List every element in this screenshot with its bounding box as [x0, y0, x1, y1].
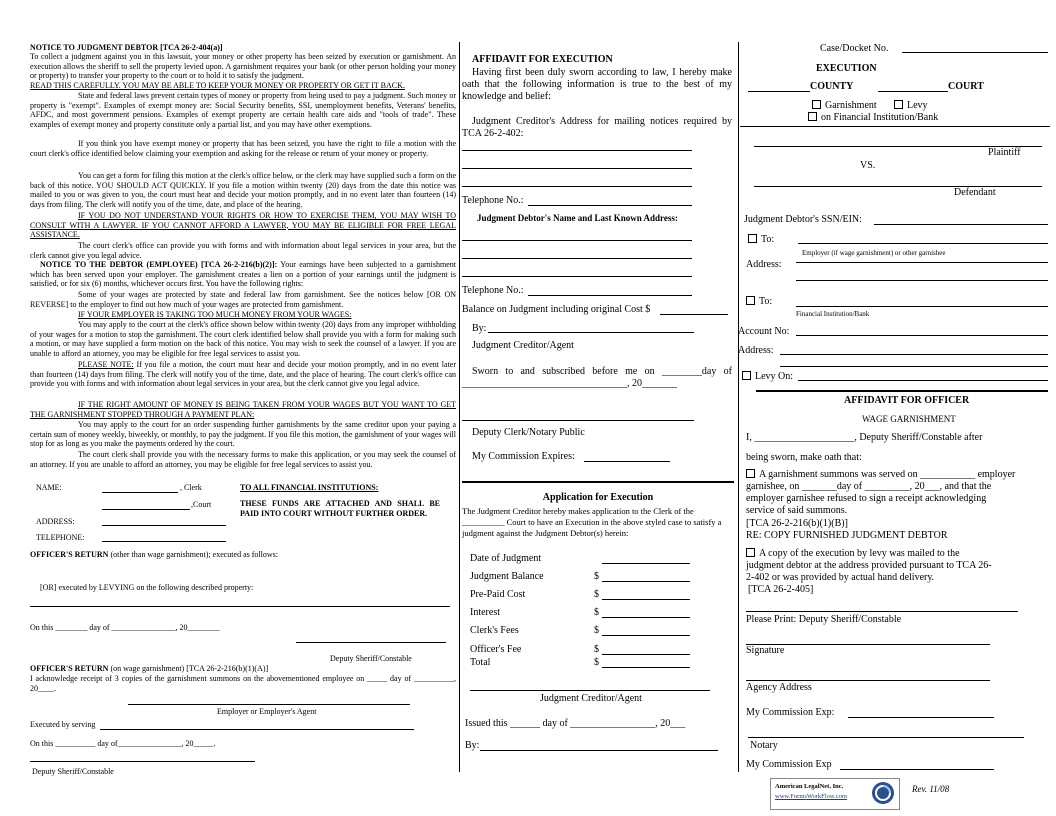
- notary-sig-line[interactable]: [462, 420, 694, 421]
- application-row-currency: $: [594, 571, 599, 582]
- court-line[interactable]: [102, 509, 190, 510]
- debtor-line-1[interactable]: [462, 240, 692, 241]
- agency-address-label: Agency Address: [746, 682, 812, 693]
- garnishment-label: Garnishment: [825, 100, 877, 111]
- on-this-2: On this __________ day of________________, 20_____.: [30, 739, 216, 748]
- levy-option[interactable]: [894, 100, 928, 112]
- property-line[interactable]: [30, 606, 450, 607]
- balance-line[interactable]: [660, 314, 728, 315]
- garnishment-served-checkbox[interactable]: [746, 469, 755, 478]
- application-row-line[interactable]: [602, 599, 690, 600]
- case-docket-label: Case/Docket No.: [820, 43, 889, 54]
- column-divider-2: [738, 42, 739, 772]
- defendant-label: Defendant: [954, 187, 996, 198]
- acknowledge: I acknowledge receipt of 3 copies of the garnishment summons on the abovementioned employee on _____ day of __________, 20____.: [30, 674, 456, 693]
- county-label: COUNTY: [810, 81, 854, 92]
- creditor-address-line-3[interactable]: [462, 186, 692, 187]
- garnishment-served-text: A garnishment summons was served on ___________ employer garnishee, on _______day of _________, 20___, and that the employer garnishee refused to sign a receipt acknowledging service of said summons.: [746, 469, 1016, 516]
- telephone-label: TELEPHONE:: [36, 533, 85, 542]
- copy-execution-block[interactable]: [746, 548, 998, 584]
- debtor-name-label: Judgment Debtor's Name and Last Known Address:: [477, 213, 678, 223]
- officers-return-1-rest: (other than wage garnishment); executed as follows:: [110, 550, 278, 559]
- telephone-1-line[interactable]: [528, 205, 692, 206]
- address-2-line-a[interactable]: [780, 354, 1048, 355]
- copy-execution-checkbox[interactable]: [746, 548, 755, 557]
- being-sworn: being sworn, make oath that:: [746, 452, 862, 463]
- sworn-text: Sworn to and subscribed before me on ________day of _________________________________, 20_______: [462, 366, 732, 389]
- commission-exp-2-label: My Commission Exp: [746, 759, 832, 770]
- logo-box: [770, 778, 900, 810]
- commission-exp-2-line[interactable]: [840, 769, 994, 770]
- serving-line[interactable]: [100, 729, 414, 730]
- para-apply: You may apply to the court at the clerk's office shown below within twenty (20) days from any improper withholding of your wages for a motion to stop the garnishment. The court clerk identified below shall provide you with a form for making such a motion, or may have supplied a form motion on the back of this notice. You may wish to seek the counsel of a lawyer. If you are unable to afford an attorney, you may be eligible for free legal services to assist you.: [30, 320, 456, 358]
- right-column: [740, 40, 1050, 800]
- vs-label: VS.: [860, 160, 876, 171]
- garnishment-served-block[interactable]: [746, 469, 1016, 517]
- employer-note: Employer (if wage garnishment) or other garnishee: [802, 249, 946, 257]
- court-suffix: ,Court: [191, 500, 212, 509]
- application-row-currency: $: [594, 657, 599, 668]
- please-note-text: If you file a motion, the court must hear and decide your motion promptly, and in no event later than fourteen (14) days from filing. The clerk will notify you of the time, date, and the place of hearing. The court clerk's office can provide you with forms and with information about legal services in your area, but the clerk cannot give you legal advice.: [30, 360, 457, 389]
- employer-agent: Employer or Employer's Agent: [217, 707, 317, 716]
- deputy-line-1[interactable]: [296, 642, 446, 643]
- affidavit-text: Having first been duly sworn according to law, I hereby make oath that the following information is true to the best of my knowledge and belief:: [462, 67, 732, 102]
- garnishment-checkbox[interactable]: [812, 100, 821, 109]
- para-if-you-think: If you think you have exempt money or property that has been seized, you have the right to file a motion with the court clerk's office identified below claiming your exemption and asking for the release or return of your money or property.: [30, 139, 456, 158]
- application-title: Application for Execution: [542, 492, 654, 503]
- left-column: [30, 40, 456, 780]
- ssn-line[interactable]: [874, 224, 1048, 225]
- name-line[interactable]: [102, 492, 178, 493]
- county-line[interactable]: [748, 91, 810, 92]
- telephone-2-label: Telephone No.:: [462, 285, 524, 296]
- case-docket-line[interactable]: [902, 52, 1048, 53]
- application-row-currency: $: [594, 644, 599, 655]
- section-divider: [462, 481, 734, 483]
- application-text: The Judgment Creditor hereby makes application to the Clerk of the __________ Court to have an Execution in the above styled case to satisfy a judgment against the Judgment Debtor(s) herein:: [462, 506, 722, 538]
- application-row-label: Clerk's Fees: [470, 625, 519, 636]
- on-this-1: On this ________ day of ________________, 20________: [30, 623, 220, 632]
- application-row-currency: $: [594, 625, 599, 636]
- account-no-line[interactable]: [796, 335, 1048, 336]
- application-row-currency: $: [594, 607, 599, 618]
- by-line[interactable]: [488, 332, 694, 333]
- if-employer-taking: IF YOUR EMPLOYER IS TAKING TOO MUCH MONEY FROM YOUR WAGES:: [78, 310, 352, 319]
- para-state-federal: State and federal laws prevent certain types of money or property from being used to pay a judgment. Such money or property is "exempt". Examples of exempt money are: Social Security benefits, SSI, unemployment benefits, Veterans' benefits, AFDC, and most government pensions. Examples of exempt property are certain health care aids and "tools of trade". These examples of exempt money and property constitute only a partial list, and you may have other exemptions.: [30, 91, 456, 129]
- application-row-line[interactable]: [602, 654, 690, 655]
- please-print-label: Please Print: Deputy Sheriff/Constable: [746, 614, 902, 625]
- levy-on-label: Levy On:: [755, 371, 794, 382]
- if-right-amount: IF THE RIGHT AMOUNT OF MONEY IS BEING TAKEN FROM YOUR WAGES BUT YOU WANT TO GET THE GARNISHMENT STOPPED THROUGH A PAYMENT PLAN:: [30, 400, 456, 419]
- or-executed: [OR] executed by LEVYING on the following described property:: [40, 583, 254, 592]
- logo-url[interactable]: www.FormsWorkFlow.com: [775, 793, 847, 800]
- levy-on-line[interactable]: [798, 380, 1048, 381]
- application-row-label: Date of Judgment: [470, 553, 542, 564]
- address-label: ADDRESS:: [36, 517, 75, 526]
- notary-line[interactable]: [748, 737, 1024, 738]
- address-1-line-b[interactable]: [796, 280, 1048, 281]
- logo-globe-icon: [871, 781, 895, 805]
- fi-bank-label: on Financial Institution/Bank: [821, 112, 939, 123]
- to-1-line[interactable]: [798, 243, 1048, 244]
- officers-return-2: [30, 664, 456, 674]
- debtor-line-3[interactable]: [462, 276, 692, 277]
- i-line: I, ____________________, Deputy Sheriff/Constable after: [746, 432, 983, 443]
- middle-column: [462, 40, 734, 780]
- officers-return-1-bold: OFFICER'S RETURN: [30, 550, 109, 559]
- to-2-line[interactable]: [796, 306, 1048, 307]
- execution-heading: EXECUTION: [816, 63, 877, 74]
- application-row-line[interactable]: [602, 667, 690, 668]
- para-clerk-forms: The court clerk shall provide you with the necessary forms to make this application, or you may seek the counsel of an attorney. If you are unable to afford an attorney, you may be eligible for free legal services to assist you.: [30, 450, 456, 469]
- notice-employee-text: Your earnings have been subjected to a garnishment which has been served upon your employer. The garnishment creates a lien on a portion of your earnings until the judgment is satisfied, or for six (6) months, whichever occurs first. You have the following rights:: [30, 260, 456, 289]
- levy-on-option[interactable]: [742, 371, 793, 383]
- application-row-label: Pre-Paid Cost: [470, 589, 526, 600]
- column-divider-1: [459, 42, 460, 772]
- application-row-line[interactable]: [602, 581, 690, 582]
- para-some-wages: Some of your wages are protected by state and federal law from garnishment. See the notices below [OR ON REVERSE] to the employer to find out how much of your wages are protected from garnishment.: [30, 290, 456, 309]
- address-line[interactable]: [102, 525, 226, 526]
- fi-bank-checkbox[interactable]: [808, 112, 817, 121]
- notary-label: Notary: [750, 740, 778, 751]
- copy-execution-text: A copy of the execution by levy was mailed to the judgment debtor at the address provided pursuant to TCA 26-2-402 or was provided by actual hand delivery.: [746, 548, 992, 583]
- deputy-line-2[interactable]: [30, 761, 255, 762]
- notice-employee: [30, 260, 456, 289]
- address-1-label: Address:: [746, 259, 782, 270]
- to-2-label: To:: [759, 296, 773, 307]
- tca-405: [TCA 26-2-405]: [748, 584, 814, 595]
- notice-employee-title: NOTICE TO THE DEBTOR (EMPLOYEE) [TCA 26-2-216(b)(2)]:: [40, 260, 278, 269]
- commission-exp-1-label: My Commission Exp:: [746, 707, 835, 718]
- court-name-line[interactable]: [878, 91, 948, 92]
- funds-attached: THESE FUNDS ARE ATTACHED AND SHALL BE PAID INTO COURT WITHOUT FURTHER ORDER.: [240, 499, 440, 518]
- application-row-line[interactable]: [602, 563, 690, 564]
- application-row-currency: $: [594, 589, 599, 600]
- officers-return-2-bold: OFFICER'S RETURN: [30, 664, 109, 673]
- commission-expires-line[interactable]: [584, 461, 670, 462]
- telephone-line[interactable]: [102, 541, 226, 542]
- fi-bank-note: Financial Institution/Bank: [796, 310, 870, 318]
- debtor-line-2[interactable]: [462, 258, 692, 259]
- address-1-line-a[interactable]: [796, 262, 1048, 263]
- to-1-option[interactable]: [748, 234, 774, 246]
- print-name-line[interactable]: [746, 611, 1018, 612]
- please-note: [30, 360, 456, 389]
- application-row-label: Judgment Balance: [470, 571, 544, 582]
- to-all-fi: TO ALL FINANCIAL INSTITUTIONS:: [240, 483, 379, 492]
- judgment-creditor-agent: Judgment Creditor/Agent: [472, 340, 574, 351]
- commission-expires-label: My Commission Expires:: [472, 451, 575, 462]
- re-copy: RE: COPY FURNISHED JUDGMENT DEBTOR: [746, 530, 948, 541]
- balance-label: Balance on Judgment including original Cost $: [462, 304, 651, 315]
- if-you-do-not: IF YOU DO NOT UNDERSTAND YOUR RIGHTS OR HOW TO EXERCISE THEM, YOU MAY WISH TO CONSULT WITH A LAWYER. IF YOU CANNOT AFFORD A LAWYER, YOU MAY BE ELIGIBLE FOR FREE LEGAL ASSISTANCE.: [30, 211, 456, 240]
- telephone-1-label: Telephone No.:: [462, 195, 524, 206]
- deputy-sheriff-1: Deputy Sheriff/Constable: [330, 654, 412, 663]
- telephone-2-line[interactable]: [528, 295, 692, 296]
- rev-label: Rev. 11/08: [912, 784, 950, 794]
- application-row-label: Total: [470, 657, 491, 668]
- creditor-address-line-2[interactable]: [462, 168, 692, 169]
- employer-agent-line[interactable]: [128, 704, 410, 705]
- commission-exp-1-line[interactable]: [848, 717, 994, 718]
- notice-title: NOTICE TO JUDGMENT DEBTOR [TCA 26-2-404(a)]: [30, 43, 223, 52]
- plaintiff-label: Plaintiff: [988, 147, 1021, 158]
- deputy-sheriff-2: Deputy Sheriff/Constable: [32, 767, 114, 776]
- executed-serving: Executed by serving: [30, 720, 96, 729]
- notice-para1: To collect a judgment against you in this lawsuit, your money or other property has been seized by execution or garnishment. An execution allows the sheriff to sell the property levied upon. A garnishment requires your bank (or other person holding your money or property) to transfer your property to the court or to hold it to satisfy the judgment.: [30, 52, 456, 81]
- please-note-label: PLEASE NOTE:: [78, 360, 134, 369]
- by-label: By:: [472, 323, 487, 334]
- account-no-label: Account No:: [738, 326, 790, 337]
- ssn-label: Judgment Debtor's SSN/EIN:: [744, 214, 862, 225]
- to-2-option[interactable]: [746, 296, 772, 308]
- defendant-line[interactable]: [754, 186, 1042, 187]
- creditor-address-label: Judgment Creditor's Address for mailing notices required by TCA 26-2-402:: [462, 116, 732, 139]
- levy-on-checkbox[interactable]: [742, 371, 751, 380]
- levy-checkbox[interactable]: [894, 100, 903, 109]
- read-carefully: READ THIS CAREFULLY. YOU MAY BE ABLE TO KEEP YOUR MONEY OR PROPERTY OR GET IT BACK.: [30, 81, 405, 90]
- to-1-checkbox[interactable]: [748, 234, 757, 243]
- to-1-label: To:: [761, 234, 775, 245]
- wage-garnishment-label: WAGE GARNISHMENT: [862, 414, 956, 424]
- application-row-line[interactable]: [602, 635, 690, 636]
- clerk-suffix: , Clerk: [180, 483, 202, 492]
- creditor-agent-line[interactable]: [470, 690, 710, 691]
- address-2-line-b[interactable]: [780, 366, 1048, 367]
- judgment-creditor-agent-2: Judgment Creditor/Agent: [540, 693, 642, 704]
- garnishment-option[interactable]: [812, 100, 877, 112]
- by-2-label: By:: [465, 740, 480, 751]
- application-row-label: Officer's Fee: [470, 644, 522, 655]
- tca-216: [TCA 26-2-216(b)(1)(B)]: [746, 518, 848, 529]
- para-form: You can get a form for filing this motion at the clerk's office below, or the clerk may have supplied such a form on the back of this notice. YOU SHOULD ACT QUICKLY. If you file a motion within twenty (20) days from the date this notice was mailed to you or was given to you, the court must hear and decide your motion promptly, and in no event later than fourteen (14) days from filing. The clerk will notify you of the time, date, and place of the hearing.: [30, 171, 456, 209]
- to-2-checkbox[interactable]: [746, 296, 755, 305]
- application-row-label: Interest: [470, 607, 500, 618]
- agency-address-line[interactable]: [746, 680, 990, 681]
- deputy-clerk-notary: Deputy Clerk/Notary Public: [472, 427, 585, 438]
- issued-this: Issued this ______ day of _________________, 20___: [465, 718, 686, 729]
- address-2-label: Address:: [738, 345, 774, 356]
- levy-label: Levy: [907, 100, 928, 111]
- creditor-address-line-1[interactable]: [462, 150, 692, 151]
- court-label: COURT: [948, 81, 984, 92]
- name-label: NAME:: [36, 483, 62, 492]
- affidavit-title: AFFIDAVIT FOR EXECUTION: [472, 54, 613, 65]
- officers-return-1: [30, 550, 456, 560]
- para-payment-plan: You may apply to the court for an order suspending further garnishments by the same creditor upon your paying a certain sum of money weekly, biweekly, or monthly, to pay the judgment. If you file this motion, the garnishment of your wages will stop for as long as you make the payments ordered by the court.: [30, 420, 456, 449]
- signature-label: Signature: [746, 645, 785, 656]
- para-clerk-help: The court clerk's office can provide you with forms and with information about legal services in your area, but the clerk cannot give you legal advice.: [30, 241, 456, 260]
- caption-rule: [740, 126, 1050, 127]
- by-2-line[interactable]: [480, 750, 718, 751]
- fi-bank-option[interactable]: [808, 112, 938, 124]
- application-row-line[interactable]: [602, 617, 690, 618]
- officers-return-2-rest: (on wage garnishment) [TCA 26-2-216(b)(1)(A)]: [110, 664, 269, 673]
- officer-rule: [756, 390, 1048, 392]
- logo-name: American LegalNet, Inc.: [775, 783, 844, 790]
- affidavit-officer-title: AFFIDAVIT FOR OFFICER: [844, 395, 970, 406]
